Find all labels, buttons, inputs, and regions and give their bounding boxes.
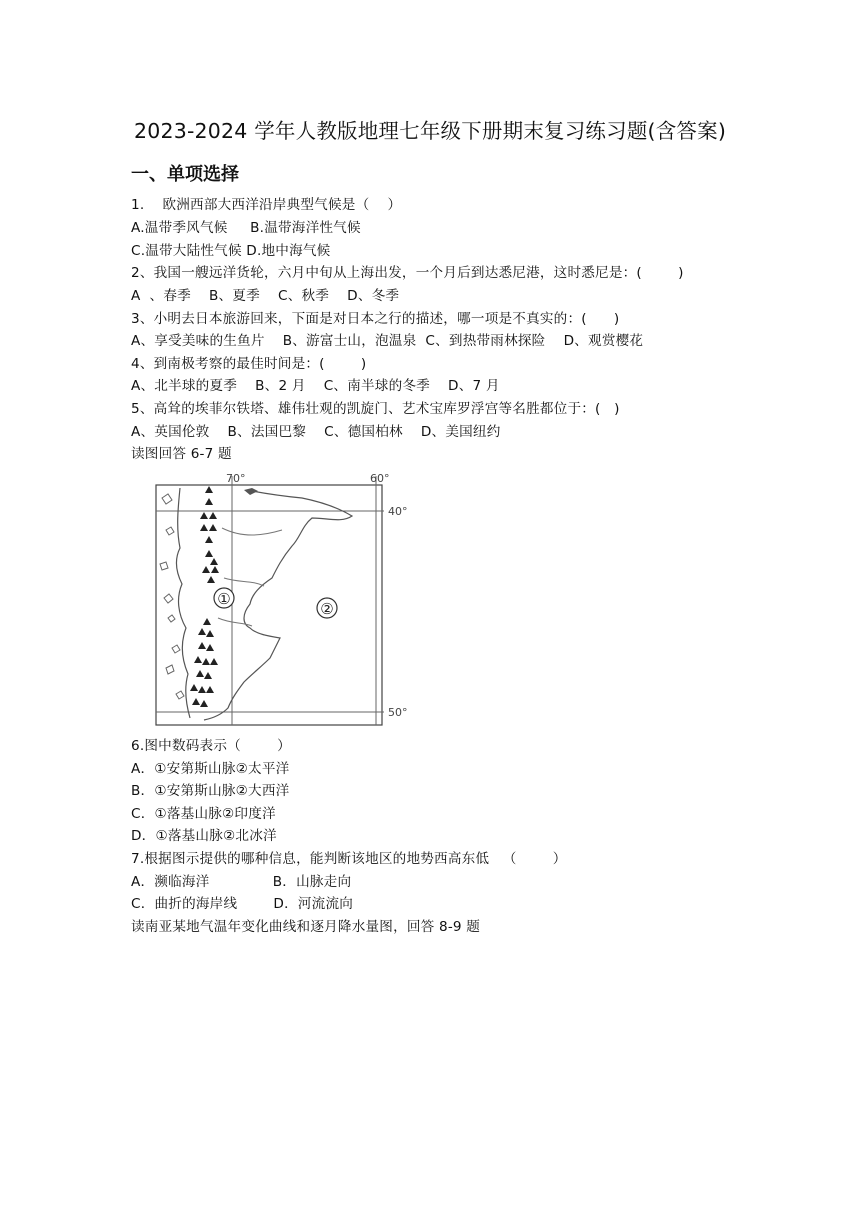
question-line: A、北半球的夏季 B、2 月 C、南半球的冬季 D、7 月: [131, 378, 500, 394]
question-line: 3、小明去日本旅游回来，下面是对日本之行的描述，哪一项是不真实的：( ): [131, 311, 620, 327]
question-line: A．濒临海洋 B．山脉走向: [131, 874, 352, 890]
section-heading: 一、单项选择: [131, 164, 239, 185]
question-line: C.温带大陆性气候 D.地中海气候: [131, 243, 331, 259]
question-line: A．①安第斯山脉②太平洋: [131, 761, 290, 777]
question-line: A.温带季风气候 B.温带海洋性气候: [131, 220, 361, 236]
lat-label-40: 40°: [388, 505, 408, 518]
lon-label-70: 70°: [226, 472, 246, 485]
marker-2: ②: [320, 600, 334, 618]
question-line: C．①落基山脉②印度洋: [131, 806, 276, 822]
pacific-coastline: [176, 488, 190, 718]
question-line: 读南亚某地气温年变化曲线和逐月降水量图，回答 8-9 题: [131, 919, 481, 935]
question-line: 7.根据图示提供的哪种信息，能判断该地区的地势西高东低 （ ）: [131, 851, 567, 867]
lake: [244, 488, 258, 495]
south-america-map: [152, 468, 424, 728]
lon-label-60: 60°: [370, 472, 390, 485]
question-line: A、享受美味的生鱼片 B、游富士山，泡温泉 C、到热带雨林探险 D、观赏樱花: [131, 333, 644, 349]
question-line: 2、我国一艘远洋货轮，六月中旬从上海出发，一个月后到达悉尼港，这时悉尼是：( ): [131, 265, 684, 281]
question-line: C．曲折的海岸线 D．河流流向: [131, 896, 354, 912]
question-line: 5、高耸的埃菲尔铁塔、雄伟壮观的凯旋门、艺术宝库罗浮宫等名胜都位于：( ): [131, 401, 620, 417]
marker-1: ①: [217, 590, 231, 608]
question-line: A、英国伦敦 B、法国巴黎 C、德国柏林 D、美国纽约: [131, 424, 501, 440]
question-line: B．①安第斯山脉②大西洋: [131, 783, 290, 799]
question-line: 读图回答 6-7 题: [131, 446, 232, 462]
map-frame: [156, 485, 382, 725]
question-line: A 、春季 B、夏季 C、秋季 D、冬季: [131, 288, 400, 304]
page-title: 2023-2024 学年人教版地理七年级下册期末复习练习题(含答案): [133, 119, 727, 143]
question-line: 4、到南极考察的最佳时间是：( ): [131, 356, 367, 372]
question-line: 6.图中数码表示（ ）: [131, 738, 291, 754]
question-line: 1. 欧洲西部大西洋沿岸典型气候是（ ）: [131, 197, 402, 213]
question-line: D．①落基山脉②北冰洋: [131, 828, 277, 844]
lat-label-50: 50°: [388, 706, 408, 719]
chilean-islands: [160, 494, 184, 699]
